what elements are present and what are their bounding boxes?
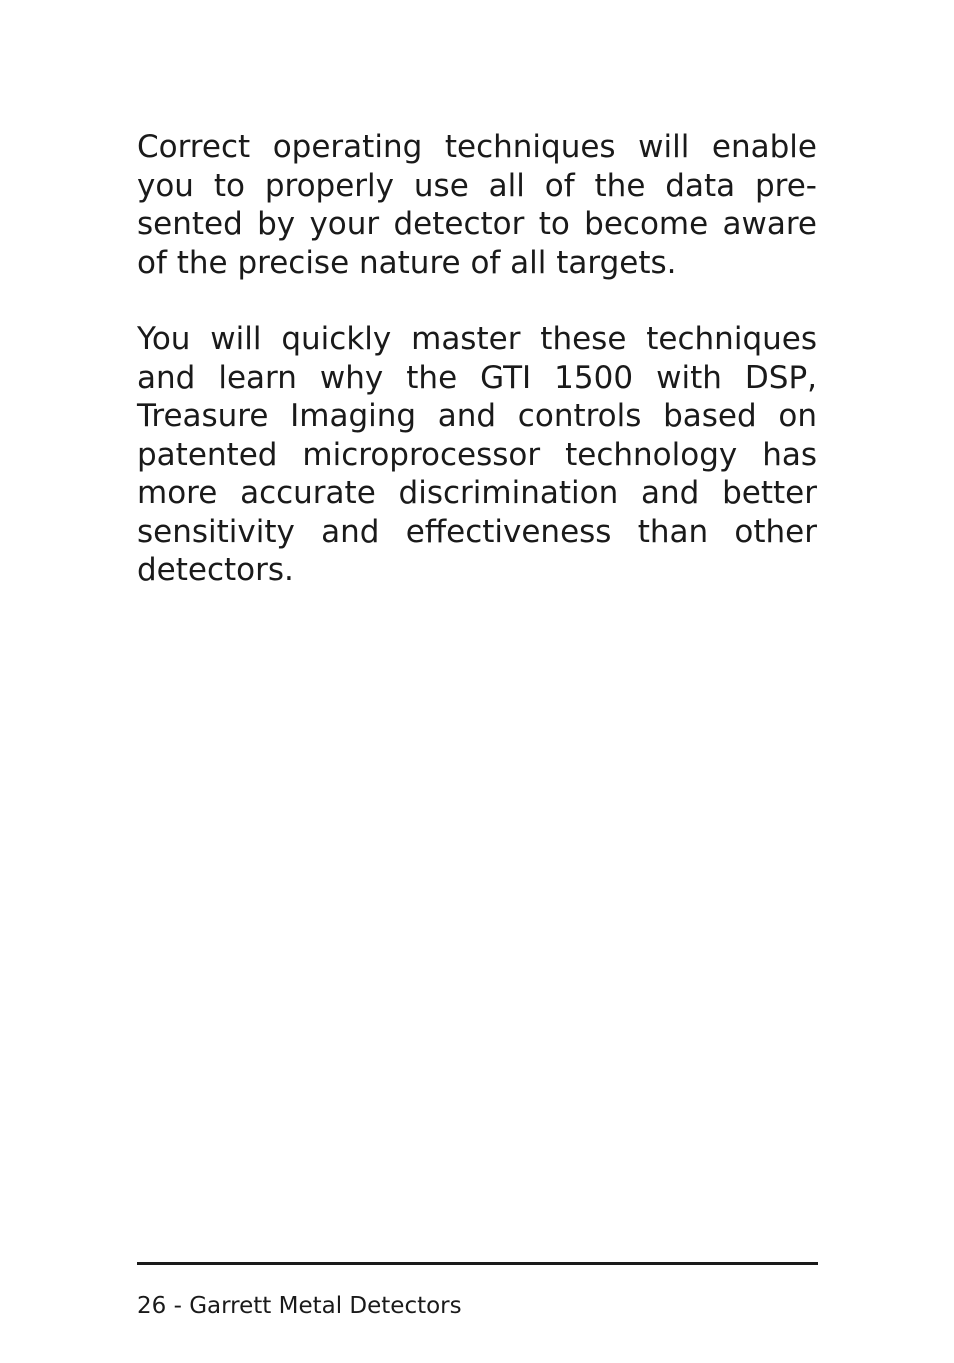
text-line: sented by your detector to become aware <box>137 206 817 242</box>
page-footer: 26 - Garrett Metal Detectors <box>137 1293 462 1319</box>
text-line: you to properly use all of the data pre- <box>137 167 817 204</box>
text-line: of the precise nature of all targets. <box>137 244 677 281</box>
text-line: patented microprocessor technology has <box>137 436 817 473</box>
paragraph-master-techniques <box>137 320 817 590</box>
text-line: more accurate discrimination and better <box>137 475 817 511</box>
text-line: Treasure Imaging and controls based on <box>137 398 817 434</box>
text-line: Correct operating techniques will enable <box>137 129 817 165</box>
text-line: and learn why the GTI 1500 with DSP, <box>137 359 817 396</box>
body-text <box>137 128 817 628</box>
text-line: You will quickly master these techniques <box>137 321 817 357</box>
text-line: sensitivity and effectiveness than other <box>137 513 817 550</box>
paragraph-operating-techniques <box>137 128 817 282</box>
text-line: detectors. <box>137 552 294 588</box>
footer-divider <box>137 1262 818 1265</box>
